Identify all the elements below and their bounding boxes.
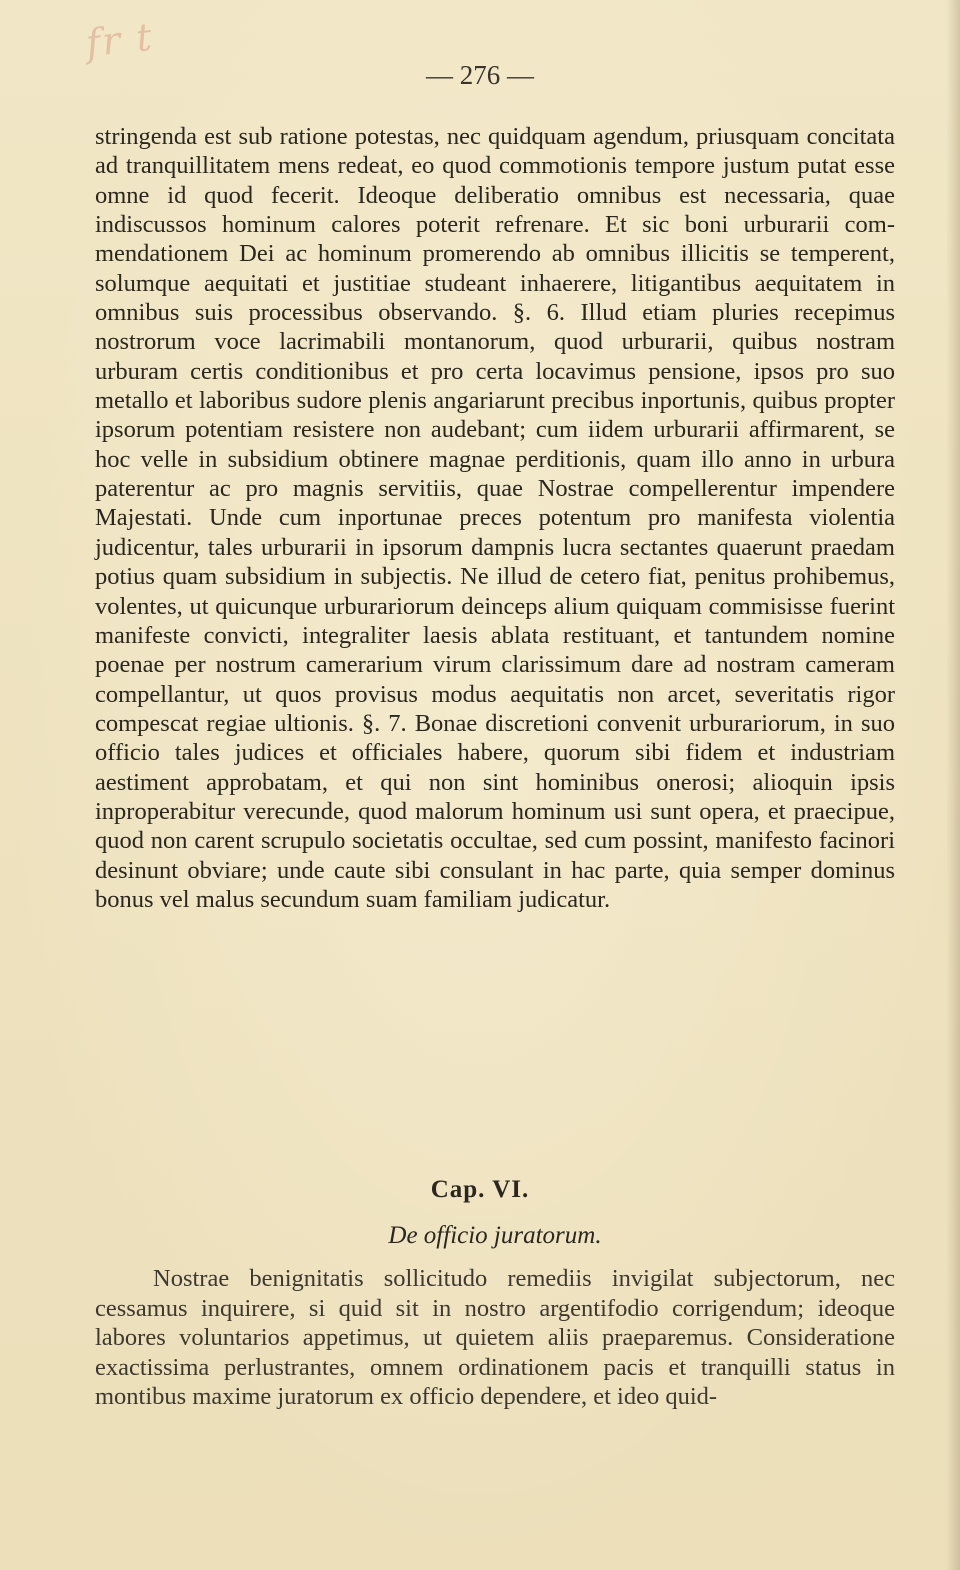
paragraph: stringenda est sub ratione potestas, nec quidquam agendum, priusquam concitata ad tranquillitatem mens redeat, eo quod commotionis tempore justum putat esse omne id quod fecerit. Ideoque deliberatio omnibus est necessaria, quae indiscussos hominum calores poterit refrenare. Et sic boni urburarii commendationem Dei ac hominum promerendo ab omnibus illicitis se temperent, solumque aequitati et justitiae studeant inhaerere, litigantibus aequitatem in omnibus suis processibus observando. §. 6. Illud etiam pluries recepimus nostrorum voce lacrimabili montanorum, quod urburarii, quibus nostram urburam certis conditionibus et pro certa locavimus pensione, ipsos pro suo metallo et laboribus sudore plenis angariarunt precibus inportunis, quibus propter ipsorum potentiam resistere non audebant; cum iidem urburarii affirmarent, se hoc velle in subsidium obtinere magnae perditionis, quam illo anno in urbura paterentur ac pro magnis servitiis, quae Nostrae compellerentur impendere Majestati. Unde cum inportunae preces potentum pro manifesta violentia judicentur, tales urburarii in ipsorum dampnis lucra sectantes quaerunt praedam potius quam subsidium in subjectis. Ne illud de cetero fiat, penitus prohibemus, volentes, ut quicunque urburariorum deinceps alium quiquam commisisse fuerint manifeste convicti, integraliter laesis ablata restituant, et tantundem nomine poenae per nostrum camerarium virum clarissimum dare ad nostram cameram compellantur, ut quos provisus modus aequitatis non arcet, severitatis rigor compescat regiae ultionis. §. 7. Bonae discretioni convenit urburariorum, in suo officio tales judices et officiales habere, quorum sibi fidem et industriam aestiment approbatam, et qui non sint hominibus onerosi; alioquin ipsis inproperabitur verecunde, quod malorum hominum usi sunt opera, et praecipue, quod non carent scrupulo societatis occultae, sed cum possint, manifesto facinori desinunt obviare; unde caute sibi consulant in hac parte, quia semper dominus bonus vel malus secundum suam familiam judicatur. [95,123,895,913]
chapter-subtitle: De officio juratorum. [388,1222,602,1249]
main-text-block [95,122,895,914]
chapter-text-block [95,1264,895,1412]
chapter-heading: Cap. VI. [430,1176,530,1203]
paragraph: Nostrae benignitatis sollicitudo remediis invigilat subjectorum, nec cessamus inquirere, si quid sit in nostro argentifodio corrigendum; ideoque labores voluntarios appetimus, ut quietem aliis praeparemus. Consideratione exactissima perlustrantes, omnem ordinationem pacis et tranquilli status in montibus maxime juratorum ex officio dependere, et ideo quid- [95,1265,895,1410]
library-stamp: fr t [83,14,156,66]
page-edge-shadow [946,0,960,1570]
page-number: — 276 — [426,60,534,90]
